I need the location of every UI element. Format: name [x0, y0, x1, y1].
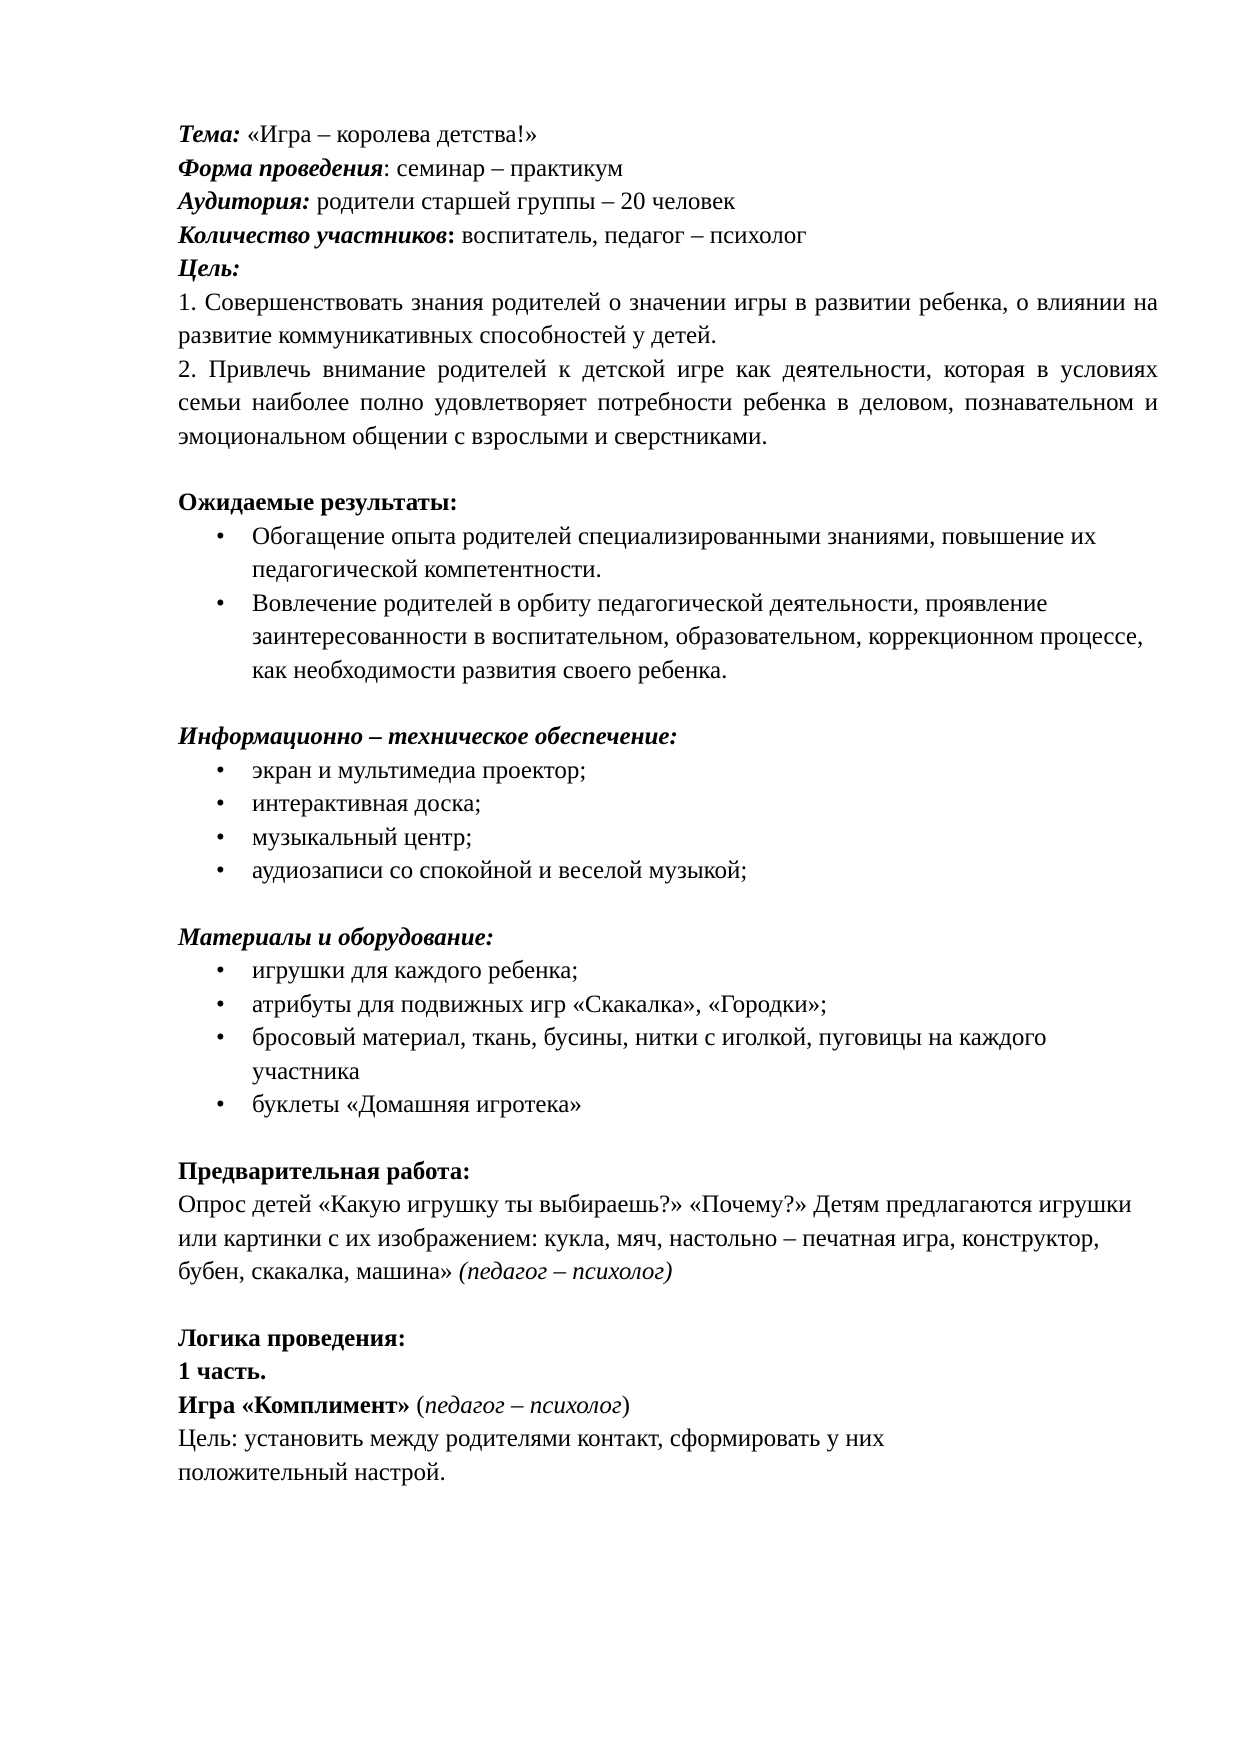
prep-work-body: Опрос детей «Какую игрушку ты выбираешь?» «Почему?» Детям предлагаются игрушки или картинки с их изображением: кукла, мяч, настольно – печатная игра, конструктор, бубен, скакалка, машина» — [178, 1191, 1132, 1285]
game-title: Игра «Комплимент» — [178, 1391, 411, 1419]
form-line — [178, 152, 1158, 186]
game-title-line — [178, 1389, 1158, 1423]
form-value: : семинар – практикум — [383, 154, 624, 182]
list-item: • игрушки для каждого ребенка; — [178, 954, 1158, 988]
goal-label: Цель: — [178, 255, 241, 282]
audience-label: Аудитория: — [178, 188, 311, 215]
audience-value: родители старшей группы – 20 человек — [310, 188, 736, 215]
materials-heading: Материалы и оборудование: — [178, 923, 495, 951]
expected-results-heading: Ожидаемые результаты: — [178, 489, 458, 516]
list-item: • бросовый материал, ткань, бусины, нитки с иголкой, пуговицы на каждого участника — [178, 1021, 1158, 1088]
list-item: • Обогащение опыта родителей специализированными знаниями, повышение их педагогической компетентности. — [178, 520, 1158, 587]
game-open-paren: ( — [410, 1391, 425, 1419]
game-note: педагог – психолог — [424, 1391, 622, 1419]
audience-line — [178, 185, 1158, 219]
goal-item-2: 2. Привлечь внимание родителей к детской игре как деятельности, которая в условиях семьи наиболее полно удовлетворяет потребности ребенка в деловом, познавательном и эмоциональном общении с взрослыми и сверстниками. — [178, 355, 1158, 450]
list-item: • буклеты «Домашняя игротека» — [178, 1088, 1158, 1122]
theme-value: «Игра – королева детства!» — [240, 121, 538, 148]
participants-label: Количество участников — [178, 221, 448, 249]
logic-part: 1 часть. — [178, 1358, 267, 1385]
list-item: • атрибуты для подвижных игр «Скакалка», «Городки»; — [178, 988, 1158, 1022]
document-page — [178, 118, 1158, 1489]
participants-line — [178, 219, 1158, 253]
game-goal: Цель: установить между родителями контакт, сформировать у них положительный настрой. — [178, 1425, 885, 1486]
list-item: • аудиозаписи со спокойной и веселой музыкой; — [178, 854, 1158, 888]
list-item: • Вовлечение родителей в орбиту педагогической деятельности, проявление заинтересованности в воспитательном, образовательном, коррекционном процессе, как необходимости развития своего ребенка. — [178, 587, 1158, 688]
list-item: • экран и мультимедиа проектор; — [178, 754, 1158, 788]
theme-label: Тема: — [178, 121, 241, 148]
prep-work-note: (педагог – психолог) — [458, 1258, 673, 1285]
list-item: • музыкальный центр; — [178, 821, 1158, 855]
theme-line — [178, 118, 1158, 152]
prep-work-text — [178, 1188, 1158, 1289]
tech-support-heading: Информационно – техническое обеспечение: — [178, 723, 678, 750]
tech-support-list — [178, 754, 1158, 888]
participants-value: воспитатель, педагог – психолог — [455, 221, 807, 249]
form-label: Форма проведения — [178, 154, 384, 182]
expected-results-list — [178, 520, 1158, 688]
prep-work-heading: Предварительная работа: — [178, 1157, 471, 1185]
logic-heading: Логика проведения: — [178, 1324, 406, 1352]
list-item: • интерактивная доска; — [178, 787, 1158, 821]
game-close-paren: ) — [621, 1391, 630, 1419]
goal-item-1: 1. Совершенствовать знания родителей о значении игры в развитии ребенка, о влиянии на развитие коммуникативных способностей у детей. — [178, 288, 1158, 349]
participants-colon: : — [447, 221, 456, 249]
materials-list — [178, 954, 1158, 1122]
